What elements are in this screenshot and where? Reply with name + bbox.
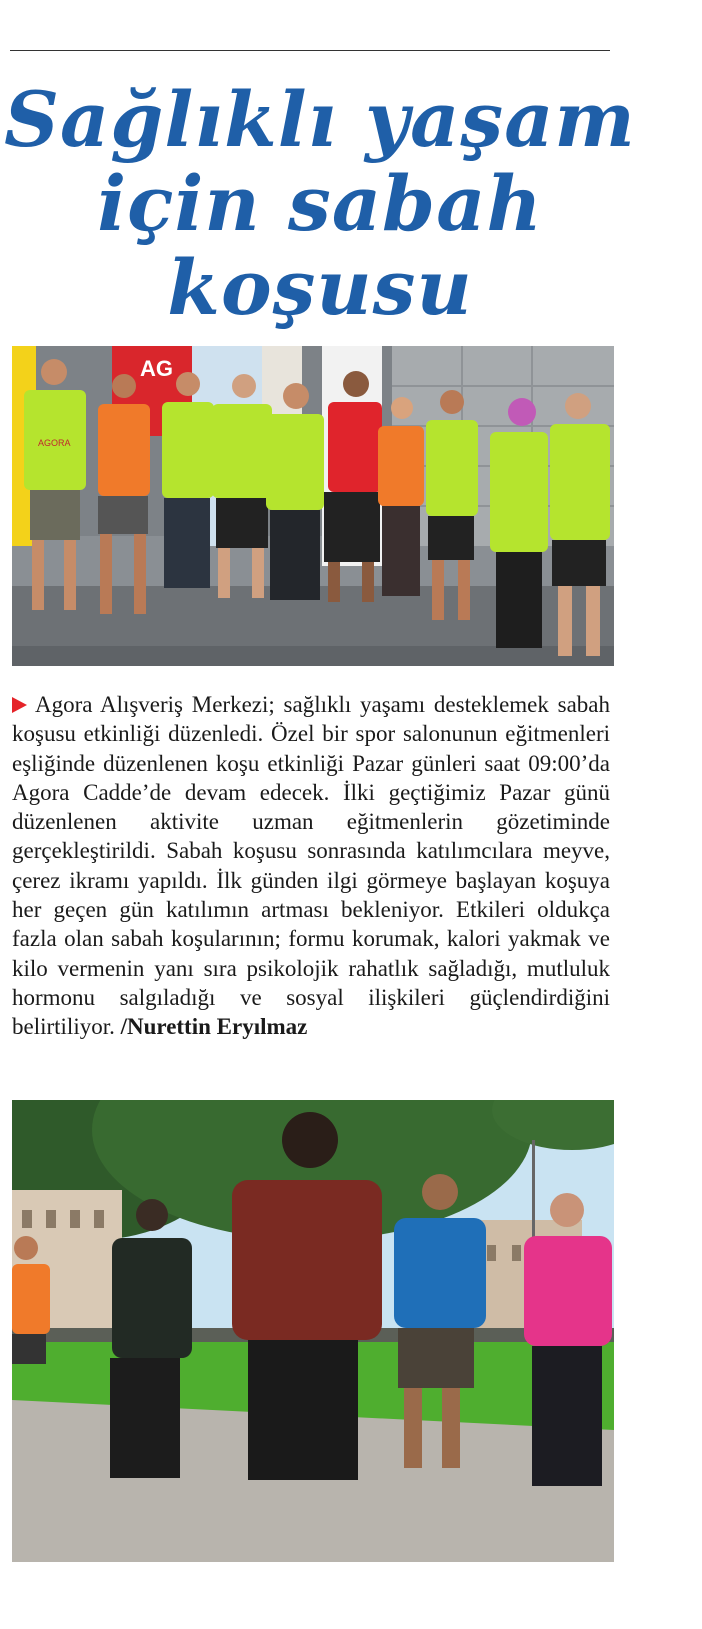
running-photo-image bbox=[12, 1100, 614, 1562]
article-body bbox=[12, 690, 610, 1042]
top-rule bbox=[10, 50, 610, 51]
headline: Sağlıklı yaşam için sabah koşusu bbox=[4, 75, 636, 332]
group-photo bbox=[12, 346, 614, 666]
byline: /Nurettin Eryılmaz bbox=[120, 1014, 308, 1040]
running-photo bbox=[12, 1100, 614, 1562]
banner-text: AG bbox=[140, 356, 173, 381]
red-triangle-icon bbox=[12, 697, 27, 713]
group-photo-image bbox=[12, 346, 614, 666]
vest-logo: AGORA bbox=[38, 438, 71, 448]
article-paragraph: Agora Alışveriş Merkezi; sağlıklı yaşamı desteklemek sabah koşusu etkinliği düzenledi. Özel bir spor salonunun eğitmenleri eşliğinde düzenlenen koşu etkinliği Pazar günleri saat 09:00’da Agora Cadde’de devam edecek. İlki geçtiğimiz Pazar günü düzenlenen aktivite uzman eğitmenlerin gözetiminde gerçekleştirildi. Sabah koşusu sonrasında katılımcılara meyve, çerez ikramı yapıldı. İlk günden ilgi görmeye başlayan koşuya her geçen gün katılımın artması bekleniyor. Etkileri oldukça fazla olan sabah koşularının; formu korumak, kalori yakmak ve kilo vermenin yanı sıra psikolojik rahatlık sağladığı, mutluluk hormonu salgıladığı ve sosyal ilişkileri güçlendirdiğini belirtiliyor. bbox=[12, 692, 610, 1040]
